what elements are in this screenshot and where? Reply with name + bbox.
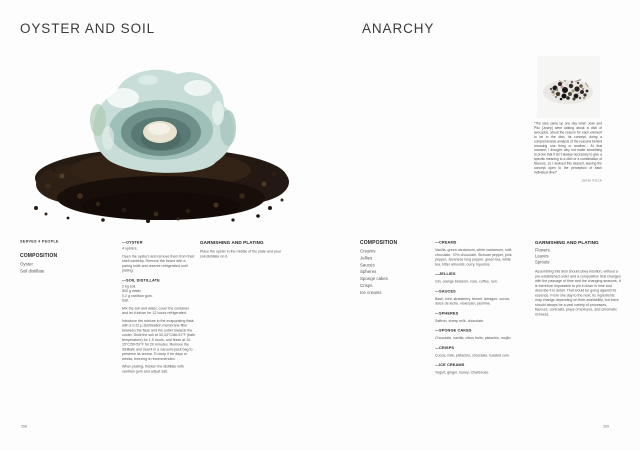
method-paragraph: Yogurt, ginger, honey, Chartreuse. — [435, 370, 490, 375]
recipe-section — [435, 328, 515, 340]
method-paragraph: Mix the soil and water, cover the container and let it infuse for 12 hours refrigerated. — [122, 305, 190, 315]
candy-pile-photo — [537, 56, 600, 118]
ingredient-line: 4 oysters. — [122, 246, 138, 251]
recipe-section-heading: —SPONGE CAKES — [435, 328, 472, 333]
garnishing-heading: GARNISHING AND PLATING — [535, 240, 599, 245]
page-title-right: ANARCHY — [362, 21, 435, 36]
left-composition-column — [20, 239, 116, 275]
recipe-section-heading: —SOIL DISTILLATE — [122, 277, 160, 283]
ingredient-line: 0.2 g xanthan gum. — [122, 293, 153, 298]
garnishing-paragraph: Assembling this dish should obey intuition, without a pre-established order and a composition that changes with the passage of time and the changing seasons. It is therefore impossible to pin it down in time and describe it in detail. That would be going against its essence. From one day to the next, its ingredients may change depending on their availability, but there should always be a vast variety of processes, flavours, contrasts, plays of textures, and chromatic richness. — [535, 269, 621, 317]
method-paragraph: Cocoa, milk, pistachio, chocolate, toasted corn. — [435, 352, 511, 358]
garnishing-items — [535, 247, 621, 265]
recipe-section — [122, 240, 196, 273]
composition-item: Ice creams — [360, 289, 382, 295]
method-paragraph: Saffron, sheep milk, chocolate. — [435, 318, 485, 323]
recipe-section-heading: —SPHERES — [435, 310, 459, 316]
right-composition-column — [360, 240, 432, 296]
composition-heading: COMPOSITION — [360, 240, 398, 246]
recipe-section — [122, 278, 196, 374]
method-paragraph: Introduce the mixture in the evaporating flask with a 0.22 µ sterilisation membrane filter between the flask and the outlet towards the cooler. Distil the soil at 30-33°C/86-91°F (bath temperature) for 1.5 hours, and finish at 10-15°C/50-59°F for 20 minutes. Remove the distillate and seal it in a vacuum-pack bag to preserve its aroma. To keep it for days or weeks, freezing is recommended. — [122, 318, 195, 361]
garnishing-item: Flowers — [535, 247, 550, 253]
left-garnishing-column — [200, 240, 282, 259]
recipe-section-heading: —SAUCES — [435, 288, 456, 294]
method-paragraph: Open the oysters and remove them from their shell carefully. Remove the beard with a paring knife and reserve refrigerated until plating. — [122, 253, 195, 273]
left-recipe-column — [122, 240, 196, 379]
composition-heading: COMPOSITION — [20, 253, 58, 259]
right-garnishing-column — [535, 240, 621, 317]
method-paragraph: Gin, orange blossom, rose, coffee, rum. — [435, 279, 499, 284]
chef-quote-text: “The idea came up one day when Joan and Pitu [Josep] were talking about a dish of avocados, about the reason for each element to be in the dish, its concept, doing a comprehensive analysis of the reasons behind choosing one thing or another... At that moment, I thought, why not make something to prove that it isn’t always necessary to give a specific meaning to a dish or a combination of flavours, so I devised this dessert, leaving the concept open to the perception of each individual diner” — [534, 122, 602, 175]
recipe-section-heading: —CREAMS — [435, 240, 457, 245]
recipe-section — [435, 311, 515, 323]
composition-item: Jellies — [360, 255, 373, 261]
recipe-section-heading: —OYSTER — [122, 240, 143, 245]
recipe-section — [435, 272, 515, 284]
recipe-section — [435, 289, 515, 306]
ingredient-line: 500 g water. — [122, 288, 142, 293]
method-paragraph: When plating, thicken the distillate with xanthan gum and adjust salt. — [122, 364, 184, 374]
page-number-left: 358 — [21, 424, 27, 429]
recipe-section-heading: —ICE CREAMS — [435, 362, 465, 367]
garnishing-heading: GARNISHING AND PLATING — [200, 240, 264, 245]
chef-quote-attribution: JORDI ROCA — [581, 179, 602, 183]
right-recipe-column — [435, 240, 515, 380]
garnishing-paragraphs — [535, 269, 621, 317]
garnishing-item: Leaves — [535, 253, 549, 259]
garnishing-paragraph: Place the oyster in the middle of the plate and pour soil distillate on it. — [200, 249, 282, 259]
recipe-section-heading: —CRISPS — [435, 345, 455, 350]
composition-list — [20, 261, 116, 275]
method-paragraph: Basil, mint, strawberry, fennel, tarragon, cocoa, dulce de leche, violet jam, jasmine. — [435, 296, 510, 306]
garnishing-item: Sprouts — [535, 259, 550, 265]
oyster-dish-photo — [28, 58, 294, 232]
composition-list — [360, 248, 432, 296]
serves-label: SERVES 4 PEOPLE — [20, 239, 59, 244]
composition-item: Crisps — [360, 282, 373, 288]
method-paragraph: Vanilla, green cardamom, white cardamom, milk chocolate, 70% chocolate, Sichuan pepper, pink pepper, Javanese long pepper, green tea, white tea, bitter almonds, curry, liquorice. — [435, 247, 512, 267]
method-paragraph: Chocolate, vanilla, citrus fruits, pistachio, mojito. — [435, 335, 512, 340]
recipe-section — [435, 240, 515, 267]
ingredient-line: Salt. — [122, 298, 130, 303]
candy-pile-illustration — [537, 56, 600, 118]
oyster-dish-illustration — [28, 58, 294, 232]
garnishing-paragraphs — [200, 249, 282, 259]
composition-item: Sauces — [360, 262, 375, 268]
ingredient-line: 2 kg soil. — [122, 283, 137, 289]
page-title-left: OYSTER AND SOIL — [20, 21, 156, 36]
composition-item: Sponge cakes — [360, 276, 388, 282]
composition-item: Oyster — [20, 261, 33, 267]
chef-quote — [534, 122, 602, 183]
composition-item: Creams — [360, 248, 376, 254]
page-number-right: 359 — [603, 424, 609, 429]
recipe-section-heading: —JELLIES — [435, 271, 456, 276]
recipe-section — [435, 345, 515, 357]
recipe-section — [435, 363, 515, 375]
composition-item: Spheres — [360, 269, 377, 275]
composition-item: Soil distillate — [20, 268, 45, 274]
